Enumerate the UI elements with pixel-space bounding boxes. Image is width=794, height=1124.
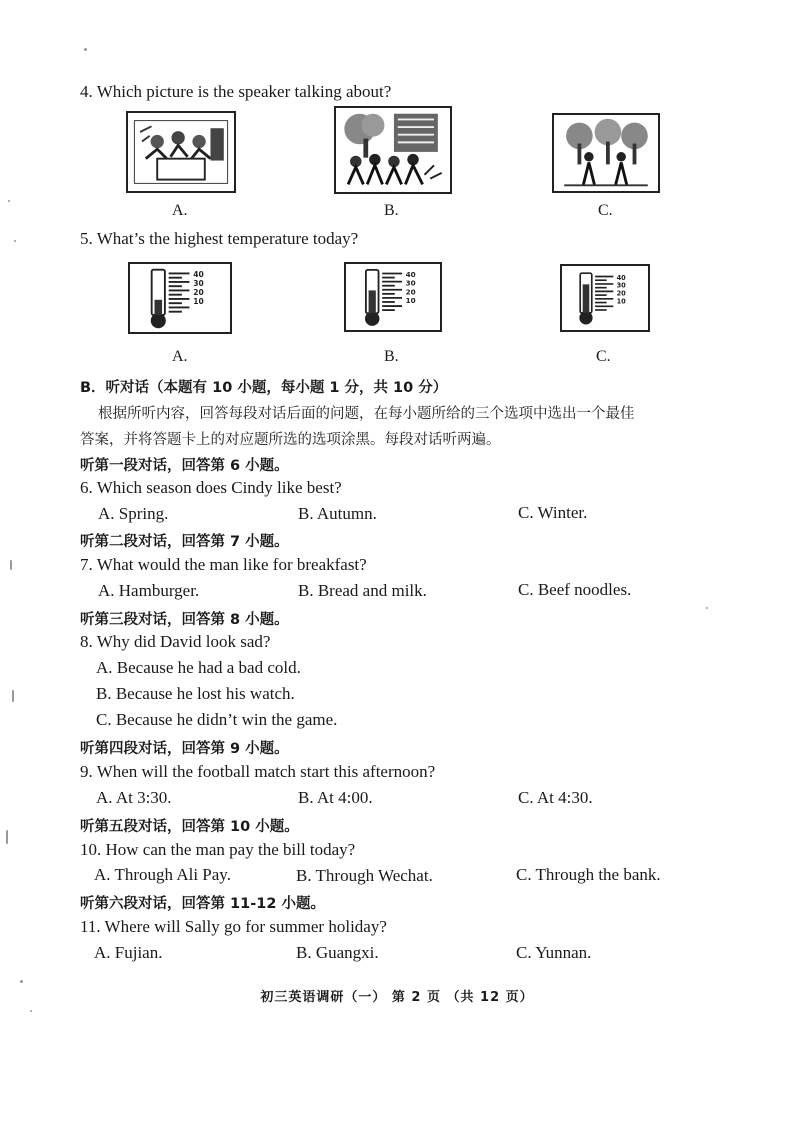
park-gathering-picture-icon [334, 106, 452, 194]
q5-option-b-label: B. [384, 348, 399, 365]
thermometer-scale-label: 20 [193, 288, 204, 298]
q9-option-c: C. At 4:30. [518, 788, 593, 807]
q5-option-c-label: C. [596, 348, 611, 365]
q10-option-b: B. Through Wechat. [296, 866, 433, 885]
thermometer-scale-label: 20 [405, 287, 416, 297]
question-7: 7. What would the man like for breakfast? [80, 555, 367, 574]
q11-option-b: B. Guangxi. [296, 943, 379, 962]
question-11: 11. Where will Sally go for summer holiday? [80, 917, 387, 936]
q5-option-a-label: A. [172, 348, 188, 365]
scan-speck [12, 690, 14, 702]
dialogue-1-note: 听第一段对话，回答第 6 小题。 [80, 458, 289, 474]
thermometer-bulb [151, 313, 166, 328]
scan-speck [14, 240, 16, 242]
thermometer-scale-label: 10 [616, 297, 626, 306]
q9-option-b: B. At 4:00. [298, 788, 373, 807]
thermometer-bulb [579, 311, 592, 324]
classroom-picture-icon [126, 111, 236, 193]
dialogue-2-note: 听第二段对话，回答第 7 小题。 [80, 534, 289, 550]
thermometer-liquid [583, 284, 590, 313]
q9-option-a: A. At 3:30. [96, 788, 172, 807]
q6-option-c: C. Winter. [518, 503, 588, 522]
thermometer-c-icon [560, 264, 650, 332]
thermometer-scale-label: 30 [193, 279, 204, 289]
q6-option-a: A. Spring. [98, 504, 169, 523]
question-10: 10. How can the man pay the bill today? [80, 840, 356, 859]
thermometer-scale-label: 30 [616, 281, 626, 290]
thermometer-liquid [369, 290, 376, 313]
q4-option-a-label: A. [172, 202, 188, 219]
thermometer-scale-label: 40 [616, 273, 626, 282]
thermometer-scale-label: 30 [405, 278, 416, 288]
scan-speck [706, 607, 708, 609]
section-b-instruction-2: 答案，并将答题卡上的对应题所选的选项涂黑。每段对话听两遍。 [80, 432, 501, 448]
dialogue-3-note: 听第三段对话，回答第 8 小题。 [80, 612, 289, 628]
scan-speck [8, 200, 10, 202]
q4-option-b-label: B. [384, 202, 399, 219]
q11-option-c: C. Yunnan. [516, 943, 592, 962]
scan-speck [10, 560, 12, 570]
dialogue-6-note: 听第六段对话，回答第 11-12 小题。 [80, 896, 325, 912]
thermometer-scale-label: 20 [616, 289, 626, 298]
scan-speck [30, 1010, 32, 1012]
q10-option-a: A. Through Ali Pay. [94, 865, 231, 884]
dialogue-4-note: 听第四段对话，回答第 9 小题。 [80, 741, 289, 757]
q8-option-c: C. Because he didn’t win the game. [96, 710, 338, 729]
q6-option-b: B. Autumn. [298, 504, 377, 523]
section-b-instruction-1: 根据所听内容，回答每段对话后面的问题，在每小题所给的三个选项中选出一个最佳 [98, 406, 635, 422]
thermometer-bulb [365, 311, 379, 325]
thermometer-scale-label: 40 [405, 270, 416, 280]
question-9: 9. When will the football match start this afternoon? [80, 762, 436, 781]
q4-option-c-label: C. [598, 202, 613, 219]
q11-option-a: A. Fujian. [94, 943, 163, 962]
question-5: 5. What’s the highest temperature today? [80, 229, 359, 248]
question-6: 6. Which season does Cindy like best? [80, 478, 342, 497]
q8-option-a: A. Because he had a bad cold. [96, 658, 301, 677]
q7-option-a: A. Hamburger. [98, 581, 200, 600]
section-b-title: B．听对话（本题有 10 小题，每小题 1 分，共 10 分） [80, 380, 448, 396]
q10-option-c: C. Through the bank. [516, 865, 661, 884]
thermometer-scale-label: 10 [405, 295, 416, 305]
question-4: 4. Which picture is the speaker talking about? [80, 82, 392, 101]
thermometer-b-icon [344, 262, 442, 332]
thermometer-scale-label: 40 [193, 270, 204, 280]
q7-option-b: B. Bread and milk. [298, 581, 427, 600]
scan-speck [84, 48, 87, 51]
thermometer-scale-label: 10 [193, 297, 204, 307]
thermometer-liquid [155, 300, 163, 315]
thermometer-a-icon [128, 262, 232, 334]
q8-option-b: B. Because he lost his watch. [96, 684, 295, 703]
dialogue-5-note: 听第五段对话，回答第 10 小题。 [80, 819, 299, 835]
scan-speck [20, 980, 23, 983]
tree-planting-picture-icon [552, 113, 660, 193]
question-8: 8. Why did David look sad? [80, 632, 271, 651]
q7-option-c: C. Beef noodles. [518, 580, 632, 599]
page-footer: 初三英语调研（一） 第 2 页 （共 12 页） [260, 990, 534, 1005]
scan-speck [6, 830, 8, 844]
